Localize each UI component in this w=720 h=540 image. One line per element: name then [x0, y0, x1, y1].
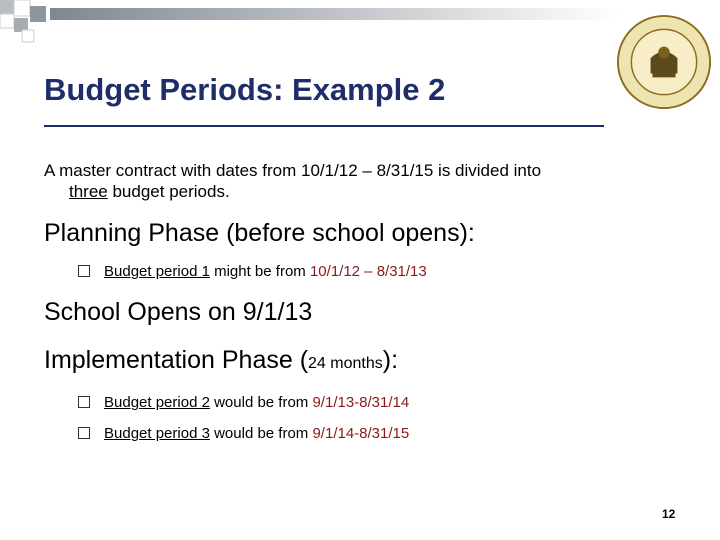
- bullet-dates: 9/1/13-8/31/14: [312, 394, 410, 411]
- page-title: Budget Periods: Example 2: [44, 72, 446, 107]
- intro-paragraph: [44, 160, 644, 202]
- checkbox-bullet-icon: [78, 265, 90, 277]
- school-opens-heading: School Opens on 9/1/13: [44, 298, 313, 326]
- implementation-heading-pre: Implementation Phase (: [44, 346, 309, 374]
- implementation-heading-months: 24 months: [308, 355, 383, 372]
- planning-heading: Planning Phase (before school opens):: [44, 219, 475, 247]
- bullet-mid-text: would be from: [209, 394, 313, 411]
- intro-line-2: [44, 181, 644, 202]
- implementation-heading: [44, 346, 398, 375]
- intro-line-2-rest: budget periods.: [107, 182, 230, 201]
- university-seal-logo: [616, 14, 712, 110]
- bullet-dates: 9/1/14-8/31/15: [312, 425, 410, 442]
- corner-decoration: [0, 0, 620, 50]
- bullet-mid-text: would be from: [209, 425, 313, 442]
- budget-period-label: Budget period 1: [104, 263, 210, 280]
- intro-line-1: A master contract with dates from 10/1/12 – 8/31/15 is divided into: [44, 161, 542, 180]
- page-number: 12: [662, 507, 676, 521]
- title-underline: [44, 125, 604, 127]
- bullet-mid-text: might be from: [209, 263, 310, 280]
- checkbox-bullet-icon: [78, 396, 90, 408]
- planning-bullet: [78, 263, 427, 280]
- implementation-bullet-1: [78, 394, 409, 411]
- three-word: three: [69, 182, 108, 201]
- implementation-bullet-2: [78, 425, 409, 442]
- bullet-dates: 10/1/12 – 8/31/13: [309, 263, 427, 280]
- implementation-heading-post: ):: [382, 346, 399, 374]
- checkbox-bullet-icon: [78, 427, 90, 439]
- budget-period-label: Budget period 3: [104, 425, 210, 442]
- budget-period-label: Budget period 2: [104, 394, 210, 411]
